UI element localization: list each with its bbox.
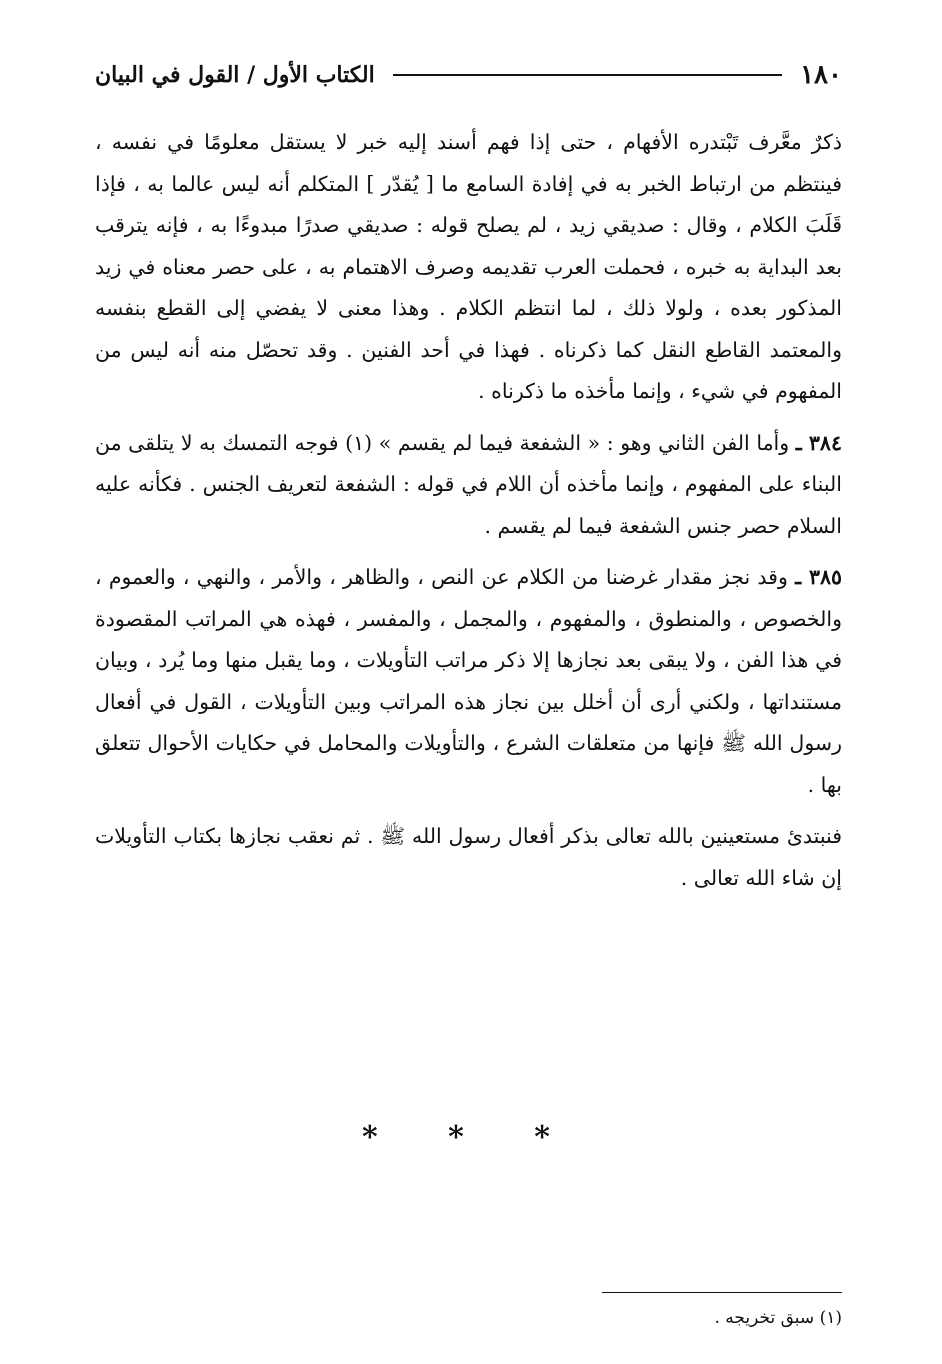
footnote: (١) سبق تخريجه . [714, 1308, 842, 1328]
paragraph-385 [95, 557, 842, 806]
page-number: ١٨٠ [800, 60, 842, 90]
paragraph-number-385: ٣٨٥ ـ [795, 565, 842, 589]
footnote-rule [602, 1292, 842, 1293]
body-text [95, 122, 842, 909]
running-title: الكتاب الأول / القول في البيان [95, 62, 375, 88]
paragraph-1-text: ذكرٌ معَّرف تَبْتدره الأفهام ، حتى إذا فهم أسند إليه خبر لا يستقل معلومًا في نفسه ، فينتظم من ارتباط الخبر به في إفادة السامع ما [ يُقدّر ] المتكلم أنه ليس عالما به ، فإذا قَلَبَ الكلام ، وقال : صديقي زيد ، لم يصلح قوله : صديقي صدرًا مبدوءًا به ، فإنه يترقب بعد البداية به خبره ، فحملت العرب تقديمه وصرف الاهتمام به ، على حصر معناه في زيد المذكور بعده ، ولولا ذلك ، لما انتظم الكلام . وهذا معنى لا يفضي إلى القطع بنفسه والمعتمد القاطع النقل كما ذكرناه . فهذا في أحد الفنين . وقد تحصّل منه أنه ليس من المفهوم في شيء ، وإنما مأخذه ما ذكرناه . [95, 130, 842, 403]
paragraph-4 [95, 816, 842, 899]
page-header [95, 50, 842, 100]
paragraph-385-text: وقد نجز مقدار غرضنا من الكلام عن النص ، والظاهر ، والأمر ، والنهي ، والعموم ، والخصوص ، والمنطوق ، والمفهوم ، والمجمل ، والمفسر ، فهذه هي المراتب المقصودة في هذا الفن ، ولا يبقى بعد نجازها إلا ذكر مراتب التأويلات ، وما يقبل منها وما يُرد ، وبيان مستنداتها ، ولكني أرى أن أخلل بين نجاز هذه المراتب وبين التأويلات ، القول في أفعال رسول الله ﷺ فإنها من متعلقات الشرع ، والتأويلات والمحامل في حكايات الأحوال تتعلق بها . [95, 565, 842, 797]
paragraph-number-384: ٣٨٤ ـ [795, 430, 842, 455]
paragraph-1 [95, 122, 842, 413]
paragraph-384 [95, 423, 842, 548]
paragraph-384-text: وأما الفن الثاني وهو : « الشفعة فيما لم يقسم » (١) فوجه التمسك به لا يتلقى من البناء على المفهوم ، وإنما مأخذه أن اللام في قوله : الشفعة لتعريف الجنس . فكأنه عليه السلام حصر جنس الشفعة فيما لم يقسم . [95, 430, 842, 538]
paragraph-4-text: فنبتدئ مستعينين بالله تعالى بذكر أفعال رسول الله ﷺ . ثم نعقب نجازها بكتاب التأويلات إن شاء الله تعالى . [95, 824, 842, 890]
header-rule [393, 74, 782, 76]
section-separator: * * * [362, 1120, 580, 1155]
